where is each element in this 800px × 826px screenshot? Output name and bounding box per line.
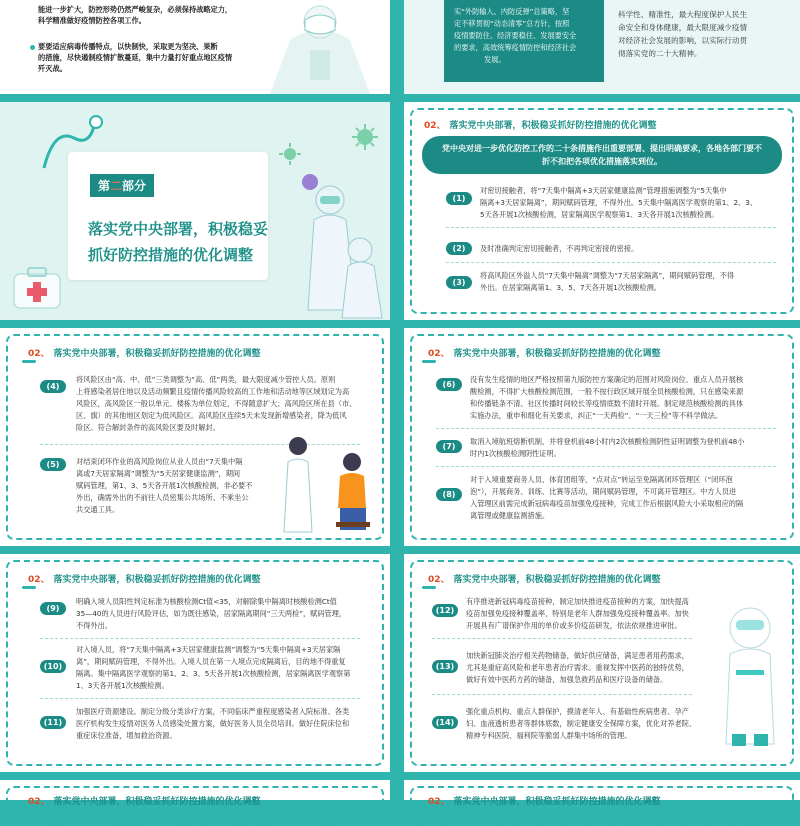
slide-6 (0, 554, 390, 772)
slide-header (428, 346, 661, 359)
header-title: 落实党中央部署，积极稳妥抓好防控措施的优化调整 (53, 797, 261, 807)
item-number: (11) (40, 716, 66, 729)
item-number: (5) (40, 458, 66, 471)
section-number: 02、 (428, 797, 450, 807)
virus-icon (278, 142, 302, 166)
slide-2-section-title (0, 102, 390, 320)
item-number: (2) (446, 242, 472, 255)
item-text-line: 35—40的人员进行风险评估，如为既往感染，居家隔离期间“三天两检”，赋码管理， (76, 609, 347, 618)
item-text-line: 没有发生疫情的地区严格按照第九版防控方案确定的范围对风险岗位、重点人员开展核 (470, 375, 744, 384)
item-text-line: 离管理或健康监测措施。 (470, 511, 550, 520)
slide1-text-line: 要要适应病毒传播特点，以快制快，采取更为坚决、果断 (38, 42, 218, 51)
item-text-line: 开展具有广谱保护作用的单价或多价疫苗研发，依法依规推进审批。 (466, 621, 682, 630)
item-text-line: 有序推进新冠病毒疫苗接种，制定加快推进疫苗接种的方案，加快提高 (466, 597, 689, 606)
item-text-line: 对入境人员，将“7天集中隔离+3天居家健康监测”调整为“5天集中隔离+3天居家隔 (76, 645, 341, 654)
caption-line: 党中央对进一步优化防控工作的二十条措施作出重要部署、提出明确要求，各地各部门要不 (442, 144, 762, 153)
slide-5 (404, 328, 800, 546)
slide1-right-line: 对经济社会发展的影响，以实际行动贯 (618, 36, 748, 45)
slide-header (424, 118, 657, 131)
slide-header (428, 572, 661, 585)
header-underline (422, 360, 436, 363)
item-text-line: 不得外出。 (76, 621, 112, 630)
slide1-text-line: 科学精准做好疫情防控各项工作。 (38, 16, 146, 25)
slide1-center-line: 发展。 (484, 55, 506, 64)
medical-kit-icon (10, 262, 66, 312)
item-text-line: 时内1次核酸检测阴性证明。 (470, 449, 561, 458)
item-text-line: 对结束闭环作业的高风险岗位从业人员由“7天集中隔 (76, 457, 243, 466)
header-title: 落实党中央部署，积极稳妥抓好防控措施的优化调整 (453, 349, 661, 359)
item-text-line: 做好有效中医药方药的储备，加强急救药品和医疗设备的储备。 (466, 675, 668, 684)
header-title: 落实党中央部署，积极稳妥抓好防控措施的优化调整 (453, 797, 661, 807)
item-text-line: 疫苗加强免疫接种覆盖率，特别是老年人群加强免疫接种覆盖率。加快 (466, 609, 689, 618)
section-number: 02、 (424, 121, 446, 131)
medical-workers-illustration (290, 170, 390, 320)
nurse-illustration (250, 0, 390, 94)
item-text-line: 将风险区由“高、中、低”三类调整为“高、低”两类，最大限度减少管控人员。原则 (76, 375, 336, 384)
item-number: (3) (446, 276, 472, 289)
item-text-line: 1、3天各开展1次核酸检测。 (76, 681, 169, 690)
item-text-line: 区、旗）的其他地区划定为低风险区。高风险区连续5天未发现新增感染者，降为低风 (76, 411, 347, 420)
item-text-line: 取消入境航班熔断机制，并将登机前48小时内2次核酸检测阴性证明调整为登机前48小 (470, 437, 745, 446)
section-title-line2: 抓好防控措施的优化调整 (88, 246, 254, 264)
item-number: (7) (436, 440, 462, 453)
separator (40, 698, 360, 699)
item-number: (4) (40, 380, 66, 393)
item-text-line: 5天各开展1次核酸检测，居家隔离医学观察第1、3天各开展1次核酸检测。 (480, 210, 719, 219)
item-number: (1) (446, 192, 472, 205)
item-text-line: 将高风险区外溢人员“7天集中隔离”调整为“7天居家隔离”，期间赋码管理，不得 (480, 271, 735, 280)
nucleic-acid-test-illustration (278, 428, 378, 538)
slide1-center-box (444, 0, 604, 82)
item-number: (9) (40, 602, 66, 615)
item-text-line: 险区。符合解封条件的高风险区要及时解封。 (76, 423, 220, 432)
separator (436, 466, 776, 467)
slide-4 (0, 328, 390, 546)
item-text-line: 加快新冠肺炎治疗相关药物储备，做好供应储备，满足患者用药需求， (466, 651, 689, 660)
item-text-line: 及时准确判定密切接触者，不再判定密接的密接。 (480, 244, 639, 253)
slide1-center-line: 定不移贯彻“动态清零”总方针，按照 (454, 19, 570, 28)
slide1-text-line: 歼灭战。 (38, 64, 67, 73)
item-number: (10) (40, 660, 66, 673)
header-underline (22, 360, 36, 363)
header-title: 落实党中央部署，积极稳妥抓好防控措施的优化调整 (53, 349, 261, 359)
slide1-text-line: 能进一步扩大，防控形势仍然严峻复杂，必须保持战略定力， (38, 5, 233, 14)
section-number: 02、 (28, 349, 50, 359)
item-text-line: 医疗机构发生疫情对医务人员感染处置方案，做好医务人员全员培训。做好住院床位和 (76, 719, 350, 728)
separator (446, 227, 776, 228)
separator (432, 694, 692, 695)
item-text-line: 上将感染者居住地以及活动频繁且疫情传播风险较高的工作地和活动地等区域划定为高 (76, 387, 350, 396)
item-text-line: 隔离。集中隔离医学观察的第1、2、3、5天各开展1次核酸检测，居家隔离医学观察第 (76, 669, 351, 678)
header-underline (22, 586, 36, 589)
part-suffix: 部分 (122, 179, 147, 193)
header-underline (422, 586, 436, 589)
item-text-line: 风险区，高风险区一般以单元、楼栋为单位划定，不得随意扩大；高风险区所在县（市、 (76, 399, 357, 408)
slide-header (28, 572, 261, 585)
slide1-center-line: 实“外防输入、内防反弹”总策略，坚 (454, 7, 570, 16)
slide3-caption (422, 136, 782, 174)
part-prefix: 第 (98, 179, 111, 193)
part-label (90, 174, 154, 197)
item-text-line: 酸检测，不得扩大核酸检测范围，一般不按行政区域开展全员核酸检测，只在感染来源 (470, 387, 744, 396)
item-text-line: 精神专科医院、福利院等脆弱人群集中场所的管理。 (466, 731, 632, 740)
header-title: 落实党中央部署，积极稳妥抓好防控措施的优化调整 (53, 575, 261, 585)
slide1-center-line: 的要求，高效统筹疫情防控和经济社会 (454, 43, 577, 52)
slide-1-right (404, 0, 800, 94)
section-number: 02、 (428, 349, 450, 359)
slide-1-left (0, 0, 390, 94)
part-number: 二 (110, 179, 123, 193)
item-number: (6) (436, 378, 462, 391)
slide1-center-line: 疫情要防住、经济要稳住、发展要安全 (454, 31, 577, 40)
slide-8-left (0, 780, 390, 807)
section-title-line1: 落实党中央部署，积极稳妥 (88, 220, 269, 238)
item-text-line: 赋码管理，第1、3、5天各开展1次核酸检测，非必要不 (76, 481, 253, 490)
slide1-right-line: 命安全和身体健康，最大限度减少疫情 (618, 23, 748, 32)
item-text-line: 强化重点机构、重点人群保护，摸清老年人、有基础性疾病患者、孕产 (466, 707, 689, 716)
separator (432, 638, 692, 639)
separator (40, 638, 360, 639)
header-title: 落实党中央部署，积极稳妥抓好防控措施的优化调整 (453, 575, 661, 585)
item-text-line: 妇、血液透析患者等群体底数，制定健康安全保障方案，优化对养老院、 (466, 719, 697, 728)
item-text-line: 离”，期间赋码管理，不得外出。入境人员在第一入境点完成隔离后，目的地不得重复 (76, 657, 346, 666)
item-text-line: 实施办法，重申和细化有关要求，纠正“一天两检”、“一天三检”等不科学做法。 (470, 411, 723, 420)
slide-header (28, 346, 261, 359)
item-text-line: 尤其是重症高风险和老年患者治疗需求。重视发挥中医药的独特优势， (466, 663, 689, 672)
virus-icon (350, 122, 380, 152)
slide-header (428, 794, 661, 807)
slide1-right-text (618, 8, 793, 60)
slide-7 (404, 554, 800, 772)
item-number: (8) (436, 488, 462, 501)
slide1-right-line: 科学性、精准性，最大程度保护人民生 (618, 10, 748, 19)
separator (436, 428, 776, 429)
item-number: (14) (432, 716, 458, 729)
caption-line: 折不扣把各项优化措施落实到位。 (542, 157, 662, 166)
section-number: 02、 (28, 797, 50, 807)
section-number: 02、 (28, 575, 50, 585)
bullet-dot (30, 45, 35, 50)
section-number: 02、 (428, 575, 450, 585)
item-number: (13) (432, 660, 458, 673)
item-text-line: 外出，确需外出的不前往人员密集公共场所、不乘坐公 (76, 493, 249, 502)
medical-worker-3d-illustration (710, 594, 790, 754)
item-text-line: 入管理区前需完成新冠病毒疫苗加强免疫接种，完成工作后根据风险大小采取相应的隔 (470, 499, 744, 508)
item-text-line: 加强医疗资源建设。制定分级分类诊疗方案，不同临床严重程度感染者入院标准、各类 (76, 707, 350, 716)
slide1-text-line: 的措施，尽快遏制疫情扩散蔓延，集中力量打好重点地区疫情 (38, 53, 233, 62)
item-text-line: 泡”），开展商务、训练、比赛等活动，期间赋码管理，不可离开管理区。中方人员进 (470, 487, 737, 496)
item-text-line: 隔离+3天居家隔离”，期间赋码管理，不得外出。5天集中隔离医学观察的第1、2、3、 (480, 198, 757, 207)
slide-header (28, 794, 261, 807)
slide-8-right (404, 780, 800, 807)
item-text-line: 明确入境人员阳性判定标准为核酸检测Ct值<35，对解除集中隔离时核酸检测Ct值 (76, 597, 337, 606)
item-text-line: 共交通工具。 (76, 505, 120, 514)
slide1-right-line: 彻落实党的二十大精神。 (618, 49, 702, 58)
item-text-line: 对密切接触者，将“7天集中隔离+3天居家健康监测”管理措施调整为“5天集中 (480, 186, 727, 195)
slide-3 (404, 102, 800, 320)
item-text-line: 对于入境重要商务人员、体育团组等，“点对点”转运至免隔离闭环管理区（“闭环泡 (470, 475, 733, 484)
item-text-line: 外出。在居家隔离第1、3、5、7天各开展1次核酸检测。 (480, 283, 661, 292)
separator (446, 262, 776, 263)
header-title: 落实党中央部署，积极稳妥抓好防控措施的优化调整 (449, 121, 657, 131)
item-number: (12) (432, 604, 458, 617)
item-text-line: 和传播链条不清、社区传播时间较长等疫情底数不清时开展。制定规范核酸检测的具体 (470, 399, 744, 408)
item-text-line: 离或7天居家隔离”调整为“5天居家健康监测”，期间 (76, 469, 241, 478)
item-text-line: 重症床位准备，增加救治资源。 (76, 731, 177, 740)
